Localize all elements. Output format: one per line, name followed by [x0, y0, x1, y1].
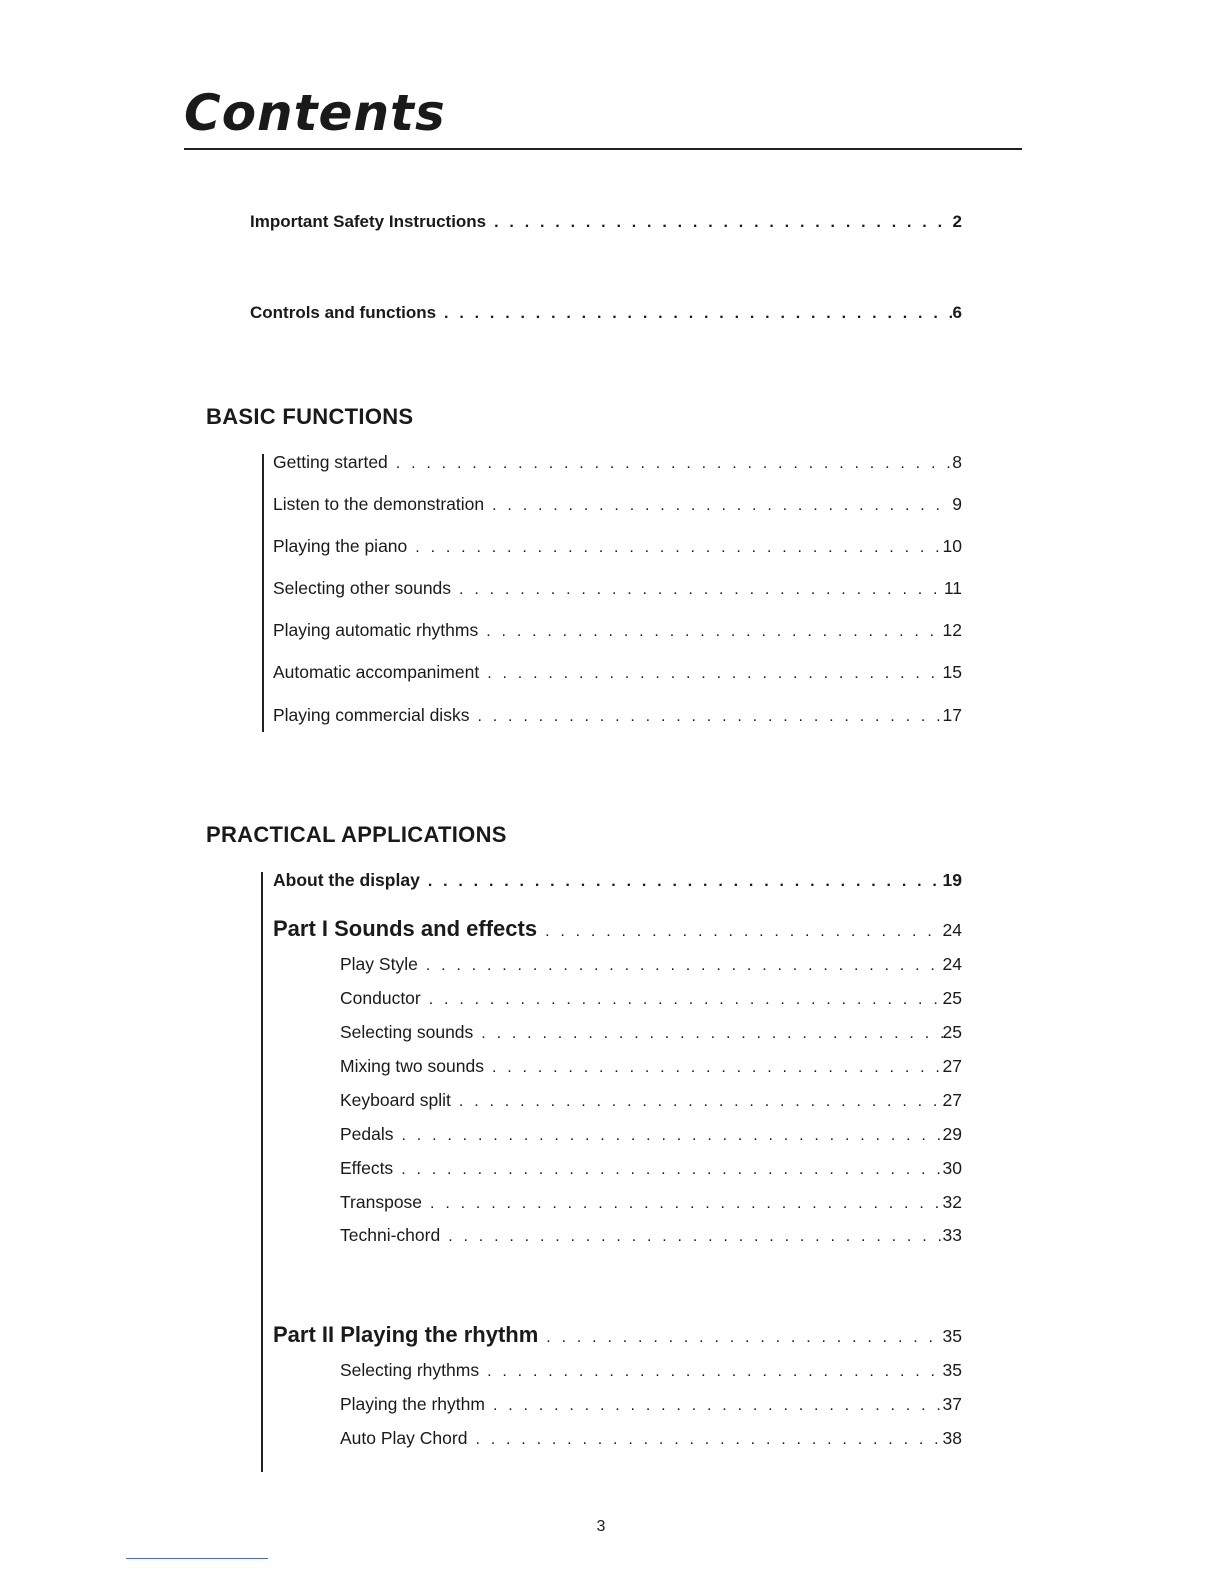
toc-entry-page: 35 [942, 1360, 962, 1380]
toc-entry[interactable] [273, 536, 962, 560]
section-heading-basic-functions: BASIC FUNCTIONS [206, 404, 414, 429]
toc-entry-page: 25 [942, 988, 962, 1008]
toc-part-label: Part II Playing the rhythm [273, 1322, 539, 1347]
toc-entry-label: Transpose [340, 1192, 423, 1212]
dot-leader [402, 1127, 943, 1145]
dot-leader [475, 1431, 942, 1449]
toc-part-label: Part I Sounds and effects [273, 916, 538, 941]
dot-leader [493, 1397, 943, 1415]
toc-entry-label: Automatic accompaniment [273, 662, 480, 682]
page-title: Contents [184, 84, 446, 142]
dot-leader [426, 957, 943, 975]
dot-leader [401, 1161, 942, 1179]
toc-entry[interactable] [273, 662, 962, 686]
toc-entry-page: 29 [942, 1124, 962, 1144]
toc-entry-page: 38 [942, 1428, 962, 1448]
dot-leader [415, 539, 942, 557]
toc-entry-label: Play Style [340, 954, 418, 974]
dot-leader [545, 923, 942, 941]
dot-leader [486, 623, 942, 641]
toc-entry-controls[interactable] [250, 303, 962, 327]
toc-entry-label: Mixing two sounds [340, 1056, 484, 1076]
dot-leader [492, 497, 952, 515]
toc-entry-label: Selecting rhythms [340, 1360, 480, 1380]
dot-leader [396, 455, 952, 473]
toc-entry-page: 10 [942, 536, 962, 556]
section-bar [261, 872, 263, 1472]
toc-entry[interactable] [273, 452, 962, 476]
toc-sub-entry[interactable] [340, 1158, 962, 1182]
toc-entry-label: Effects [340, 1158, 394, 1178]
toc-entry-page: 24 [942, 954, 962, 974]
toc-entry-label: Pedals [340, 1124, 394, 1144]
toc-sub-entry[interactable] [340, 1394, 962, 1418]
dot-leader [444, 305, 952, 323]
toc-entry-label: Techni-chord [340, 1225, 441, 1245]
toc-entry-page: 35 [942, 1326, 962, 1346]
toc-entry-label: Important Safety Instructions [250, 212, 487, 231]
dot-leader [492, 1059, 943, 1077]
toc-entry-label: Playing commercial disks [273, 705, 470, 725]
toc-entry-page: 27 [942, 1056, 962, 1076]
toc-entry-page: 19 [942, 870, 962, 890]
toc-entry-page: 33 [942, 1225, 962, 1245]
toc-sub-entry[interactable] [340, 1192, 962, 1216]
dot-leader [429, 991, 943, 1009]
toc-entry-about-display[interactable] [273, 870, 962, 894]
toc-entry-label: Listen to the demonstration [273, 494, 485, 514]
toc-sub-entry[interactable] [340, 1428, 962, 1452]
section-bar [262, 454, 264, 732]
toc-entry-page: 30 [942, 1158, 962, 1178]
toc-entry-label: Playing the rhythm [340, 1394, 485, 1414]
page-number: 3 [596, 1518, 606, 1535]
toc-entry-page: 25 [942, 1022, 962, 1042]
toc-entry-label: Selecting sounds [340, 1022, 474, 1042]
dot-leader [487, 1363, 942, 1381]
toc-part-heading-sounds-effects[interactable] [273, 916, 962, 940]
toc-sub-entry[interactable] [340, 1090, 962, 1114]
dot-leader [487, 665, 942, 683]
toc-sub-entry[interactable] [340, 1056, 962, 1080]
dot-leader [448, 1228, 942, 1246]
section-heading-practical-applications: PRACTICAL APPLICATIONS [206, 822, 507, 847]
toc-sub-entry[interactable] [340, 988, 962, 1012]
dot-leader [477, 708, 942, 726]
toc-entry-page: 17 [942, 705, 962, 725]
toc-entry[interactable] [273, 578, 962, 602]
toc-entry-page: 12 [942, 620, 962, 640]
toc-entry-label: Keyboard split [340, 1090, 451, 1110]
toc-entry[interactable] [273, 620, 962, 644]
toc-sub-entry[interactable] [340, 1225, 962, 1249]
toc-entry-label: Auto Play Chord [340, 1428, 468, 1448]
toc-entry-page: 2 [952, 212, 962, 231]
dot-leader [459, 581, 944, 599]
toc-entry-label: Playing the piano [273, 536, 408, 556]
toc-entry-label: Playing automatic rhythms [273, 620, 479, 640]
toc-entry-page: 27 [942, 1090, 962, 1110]
dot-leader [494, 214, 952, 232]
toc-sub-entry[interactable] [340, 1022, 962, 1046]
toc-entry-label: Getting started [273, 452, 388, 472]
dot-leader [430, 1195, 943, 1213]
toc-entry-page: 32 [942, 1192, 962, 1212]
toc-entry-page: 37 [942, 1394, 962, 1414]
toc-entry-label: Conductor [340, 988, 421, 1008]
toc-sub-entry[interactable] [340, 1360, 962, 1384]
toc-entry-label: Selecting other sounds [273, 578, 452, 598]
toc-sub-entry[interactable] [340, 954, 962, 978]
toc-entry-page: 11 [943, 578, 962, 598]
toc-entry[interactable] [273, 494, 962, 518]
dot-leader [428, 873, 943, 891]
footer-rule [126, 1558, 268, 1559]
toc-entry-page: 24 [942, 920, 962, 940]
toc-entry-page: 9 [952, 494, 962, 514]
dot-leader [481, 1025, 942, 1043]
toc-part-heading-playing-rhythm[interactable] [273, 1322, 962, 1346]
toc-entry-page: 15 [942, 662, 962, 682]
toc-entry-label: About the display [273, 870, 420, 890]
toc-entry-safety[interactable] [250, 212, 962, 236]
toc-entry-label: Controls and functions [250, 303, 437, 322]
toc-sub-entry[interactable] [340, 1124, 962, 1148]
title-rule [184, 148, 1022, 150]
dot-leader [546, 1329, 942, 1347]
toc-entry-page: 8 [952, 452, 962, 472]
toc-entry[interactable] [273, 705, 962, 729]
toc-entry-page: 6 [952, 303, 962, 322]
dot-leader [459, 1093, 943, 1111]
